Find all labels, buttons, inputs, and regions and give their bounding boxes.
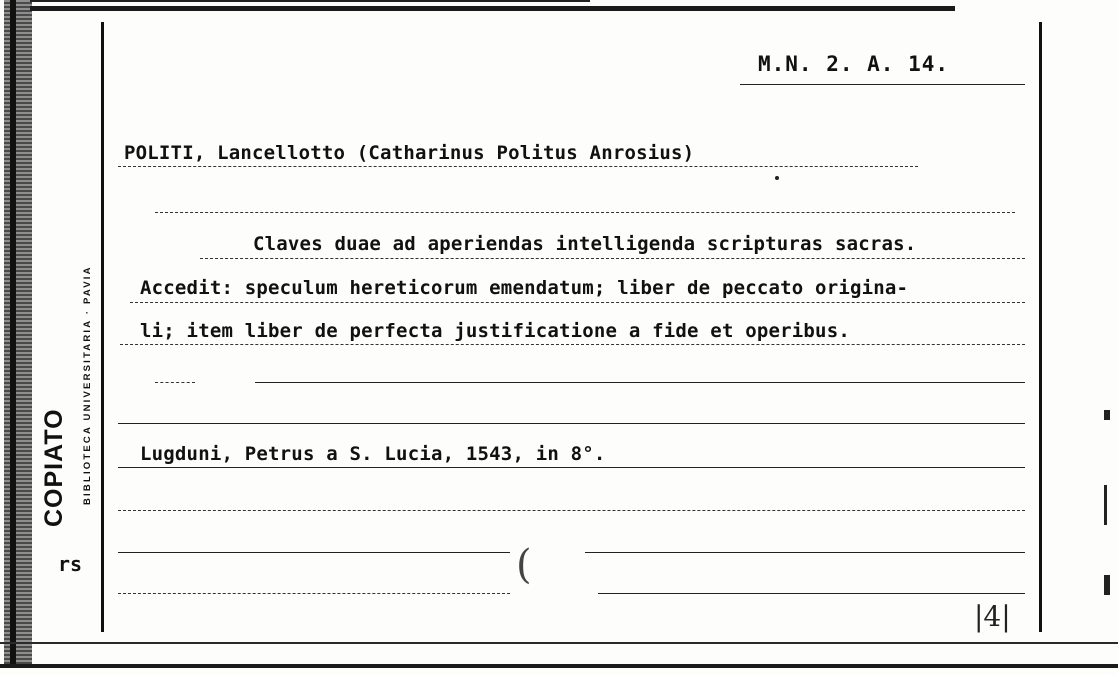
scan-speck (1104, 410, 1110, 420)
imprint: Lugduni, Petrus a S. Lucia, 1543, in 8°. (140, 443, 606, 465)
ruled-line (585, 552, 1025, 553)
title-line-3: li; item liber de perfecta justificatione a fide et operibus. (140, 320, 850, 342)
library-stamp: BIBLIOTECA UNIVERSITARIA · PAVIA (82, 265, 93, 505)
ruled-line (598, 593, 1025, 594)
bottom-edge (0, 664, 1118, 668)
bottom-edge-inner (0, 642, 1118, 644)
top-edge (30, 6, 955, 11)
ruled-line (155, 212, 1015, 213)
top-edge-thin (30, 0, 590, 2)
title-line-1: Claves duae ad aperiendas intelligenda scripturas sacras. (253, 233, 917, 255)
right-margin-rule (1039, 22, 1042, 632)
ruled-line (118, 166, 918, 167)
ruled-line (118, 423, 1025, 424)
copiato-stamp: COPIATO (40, 408, 68, 527)
cataloguer-initials: rs (58, 552, 83, 576)
left-margin-rule (101, 22, 104, 632)
ruled-line (200, 258, 1025, 259)
shelfmark-underline (740, 84, 1025, 85)
ruled-line (255, 382, 1025, 383)
ruled-line (118, 510, 1025, 511)
ruled-line (118, 552, 510, 553)
ruled-line (155, 382, 195, 383)
shelfmark: M.N. 2. A. 14. (758, 52, 950, 76)
scan-speck (1104, 485, 1107, 525)
ink-dot (775, 176, 779, 180)
handwritten-reference-number: |4| (974, 600, 1011, 633)
binding-edge (10, 0, 16, 668)
author-heading: POLITI, Lancellotto (Catharinus Politus Anrosius) (124, 142, 695, 164)
title-line-2: Accedit: speculum hereticorum emendatum; liber de peccato origina- (140, 277, 909, 299)
pencil-mark: ( (516, 542, 532, 588)
binding-strip (4, 0, 32, 668)
ruled-line (120, 344, 1025, 345)
scan-speck (1104, 575, 1110, 595)
ruled-line (130, 302, 1025, 303)
ruled-line (118, 593, 510, 594)
ruled-line (118, 467, 1025, 468)
